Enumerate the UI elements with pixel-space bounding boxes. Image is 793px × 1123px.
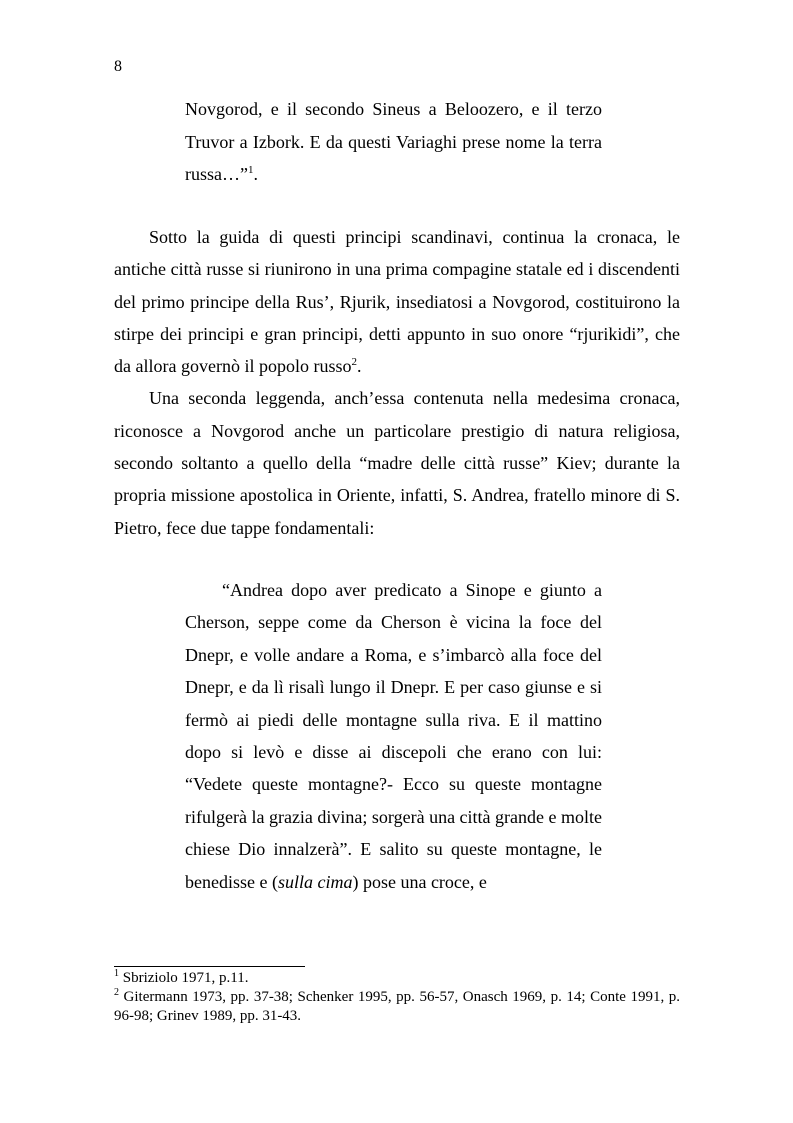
footnote-marker: 2 [114,987,119,998]
footnote-marker: 1 [114,968,119,979]
block-quote-chronicle [185,93,602,191]
footnote [114,988,680,1026]
page-number: 8 [114,58,122,75]
paragraph: Una seconda leggenda, anch’essa contenuta nella medesima cronaca, riconosce a Novgorod anche un particolare prestigio di natura religiosa, secondo soltanto a quello della “madre delle città russe” Kiev; durante la propria missione apostolica in Oriente, infatti, S. Andrea, fratello minore di S. Pietro, fece due tappe fondamentali: [114,388,680,538]
quote-paragraph [185,574,602,898]
paragraph [114,221,680,382]
quote-end-punctuation: . [253,164,258,184]
quote-text-continued: ) pose una croce, e [352,871,487,892]
footnote-reference: 1 [247,164,254,176]
footnote-text: Sbriziolo 1971, p.11. [119,970,249,986]
paragraph-end-punctuation: . [356,356,362,377]
quote-text: Novgorod, e il secondo Sineus a Beloozero, e il terzo Truvor a Izbork. E da questi Variaghi prese nome la terra russa…” [185,99,602,184]
paragraph-text: Sotto la guida di questi principi scandinavi, continua la cronaca, le antiche città russe si riunirono in una prima compagine statale ed i discendenti del primo principe della Rus’, Rjurik, insediatosi a Novgorod, costituirono la stirpe dei principi e gran principi, detti appunto in suo onore “rjurikidi”, che da allora governò il popolo russo [114,227,680,377]
footnote-reference: 2 [351,356,357,369]
footnotes [114,969,680,1026]
quote-text: “Andrea dopo aver predicato a Sinope e giunto a Cherson, seppe come da Cherson è vicina la foce del Dnepr, e volle andare a Roma, e s’imbarcò alla foce del Dnepr, e da lì risalì lungo il Dnepr. E per caso giunse e si fermò ai piedi delle montagne sulla riva. E il mattino dopo si levò e disse ai discepoli che erano con lui: “Vedete queste montagne?- Ecco su queste montagne rifulgerà la grazia divina; sorgerà una città grande e molte chiese Dio innalzerà”. E salito su queste montagne, le benedisse e ( [185,580,602,892]
footnote-separator [114,966,305,967]
footnote-text: Gitermann 1973, pp. 37-38; Schenker 1995, pp. 56-57, Onasch 1969, p. 14; Conte 1991, p. 96-98; Grinev 1989, pp. 31-43. [114,989,680,1024]
italic-text: sulla cima [277,871,353,892]
footnote [114,969,680,988]
block-quote-andrea [185,574,602,898]
body-text [114,221,680,544]
